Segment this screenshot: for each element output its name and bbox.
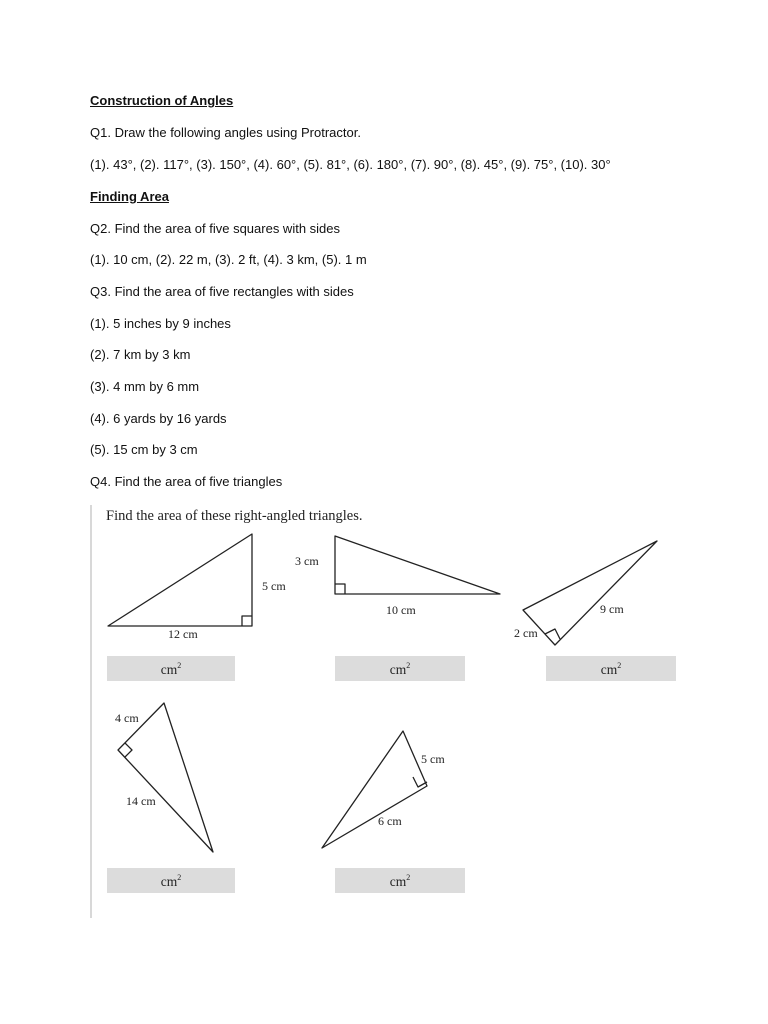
question-4: Q4. Find the area of five triangles — [90, 474, 283, 489]
worksheet-instruction: Find the area of these right-angled triangles. — [106, 508, 363, 524]
rectangle-item-2: (2). 7 km by 3 km — [90, 347, 191, 362]
triangle-3-label-short: 2 cm — [514, 626, 538, 640]
triangle-2-shape — [335, 536, 500, 594]
triangle-3-label-hyp: 9 cm — [600, 602, 624, 616]
answer-box-3-unit: $cm^2$ — [600, 661, 622, 677]
triangle-3-shape — [523, 541, 657, 645]
triangle-1-label-height: 5 cm — [262, 579, 286, 593]
answer-box-3[interactable] — [546, 656, 676, 681]
answer-box-4[interactable] — [107, 868, 235, 893]
question-2: Q2. Find the area of five squares with sides — [90, 221, 341, 236]
triangle-1 — [108, 534, 252, 626]
answer-box-2-unit: $cm^2$ — [389, 661, 411, 677]
question-1: Q1. Draw the following angles using Protractor. — [90, 125, 361, 140]
triangle-4-label-short: 4 cm — [115, 711, 139, 725]
triangle-5 — [322, 731, 427, 848]
question-2-side-list: (1). 10 cm, (2). 22 m, (3). 2 ft, (4). 3 km, (5). 1 m — [90, 252, 367, 267]
triangle-2-label-base: 10 cm — [386, 603, 416, 617]
heading-finding-area: Finding Area — [90, 189, 169, 204]
triangle-3 — [523, 541, 657, 645]
triangle-4-label-long: 14 cm — [126, 794, 156, 808]
triangle-5-label-side-b: 6 cm — [378, 814, 402, 828]
heading-construction-of-angles: Construction of Angles — [90, 93, 234, 108]
answer-box-4-unit: $cm^2$ — [160, 873, 182, 889]
question-3: Q3. Find the area of five rectangles with sides — [90, 284, 354, 299]
triangle-1-right-angle-mark — [242, 616, 252, 626]
question-1-angle-list: (1). 43°, (2). 117°, (3). 150°, (4). 60°, (5). 81°, (6). 180°, (7). 90°, (8). 45°, (9). 75°, (10). 30° — [90, 157, 611, 172]
answer-box-1-unit: $cm^2$ — [160, 661, 182, 677]
triangle-5-label-side-a: 5 cm — [421, 752, 445, 766]
triangle-4-shape — [118, 703, 213, 852]
triangle-4-right-angle-mark — [125, 743, 132, 757]
triangle-2-label-height: 3 cm — [295, 554, 319, 568]
triangle-1-shape — [108, 534, 252, 626]
rectangle-item-5: (5). 15 cm by 3 cm — [90, 442, 198, 457]
rectangle-item-3: (3). 4 mm by 6 mm — [90, 379, 200, 394]
answer-box-2[interactable] — [335, 656, 465, 681]
triangle-3-right-angle-mark — [545, 629, 560, 639]
triangle-5-shape — [322, 731, 427, 848]
triangle-2-right-angle-mark — [335, 584, 345, 594]
answer-box-5[interactable] — [335, 868, 465, 893]
answer-box-1[interactable] — [107, 656, 235, 681]
triangle-4 — [118, 703, 213, 852]
rectangle-item-1: (1). 5 inches by 9 inches — [90, 316, 231, 331]
triangle-1-label-base: 12 cm — [168, 627, 198, 641]
answer-box-5-unit: $cm^2$ — [389, 873, 411, 889]
triangle-2 — [335, 536, 500, 594]
rectangle-item-4: (4). 6 yards by 16 yards — [90, 411, 227, 426]
